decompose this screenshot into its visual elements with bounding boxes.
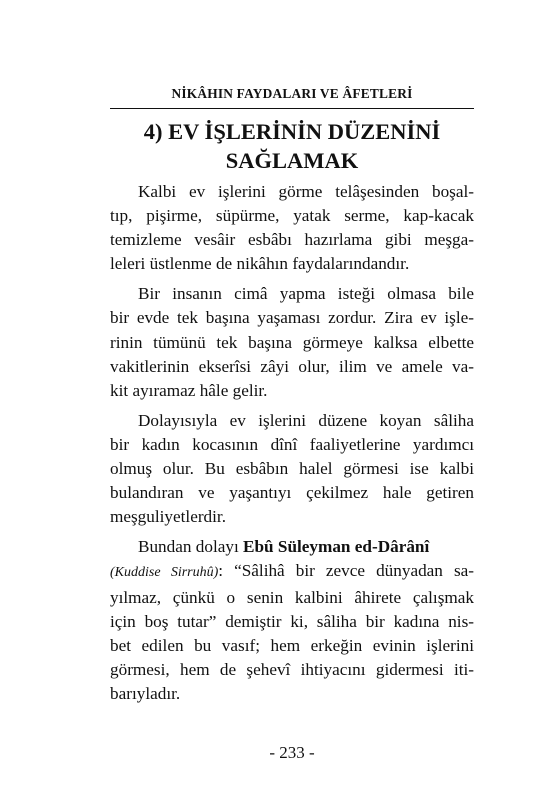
text-line: için boş tutar” demiştir ki, sâliha bir kadına nis- (110, 611, 474, 631)
body-text (110, 180, 474, 706)
page-number: - 233 - (269, 743, 315, 762)
text-line (110, 535, 474, 559)
text-line: Bir insanın cimâ yapma isteği olmasa bile (138, 284, 474, 304)
text-run: Bundan dolayı (138, 537, 244, 557)
text-line: rinin tümünü tek başına görmeye kalksa elbette (110, 332, 474, 352)
text-line: bir kadın kocasının dînî faaliyetlerine yardımcı (110, 434, 474, 454)
paragraph-2 (110, 282, 474, 402)
text-line (110, 559, 474, 585)
honorific: (Kuddise Sirruhû) (110, 565, 219, 581)
chapter-title (110, 117, 474, 175)
text-line: vakitlerinin ekserîsi zâyi olur, ilim ve amele va- (110, 356, 474, 376)
text-line: yılmaz, çünkü o senin kalbini âhirete çalışmak (110, 587, 474, 607)
paragraph-1 (110, 180, 474, 276)
chapter-title-line-2: SAĞLAMAK (225, 148, 359, 173)
text-line: temizleme vesâir esbâbı hazırlama gibi meşga- (110, 230, 474, 250)
header-rule (110, 108, 474, 109)
running-head: NİKÂHIN FAYDALARI VE ÂFETLERİ (171, 86, 413, 101)
text-line: bir evde tek başına yaşaması zordur. Zira ev işle- (110, 308, 474, 328)
text-line: bulandıran ve yaşantıyı çekilmez hale getiren (110, 483, 474, 503)
text-run: : “Sâlihâ bir zevce dünyadan sa- (218, 561, 474, 581)
paragraph-3 (110, 409, 474, 529)
text-line: tıp, pişirme, süpürme, yatak serme, kap-kacak (110, 206, 474, 226)
text-line: Kalbi ev işlerini görme telâşesinden boşal- (138, 182, 474, 201)
text-line: kit ayıramaz hâle gelir. (110, 380, 268, 400)
text-line: bet edilen bu vasıf; hem erkeğin evinin işlerini (110, 635, 474, 655)
text-line: meşguliyetlerdir. (110, 507, 226, 527)
text-line: leleri üstlenme de nikâhın faydalarındandır. (110, 254, 410, 274)
text-line: Dolayısıyla ev işlerini düzene koyan sâliha (138, 410, 474, 430)
text-line: barıyladır. (110, 683, 181, 703)
person-name: Ebû Süleyman ed-Dârânî (243, 537, 430, 557)
paragraph-4 (110, 535, 474, 706)
text-line: olmuş olur. Bu esbâbın halel görmesi ise kalbi (110, 459, 474, 479)
text-line: görmesi, hem de şehevî ihtiyacını gidermesi iti- (110, 659, 474, 679)
chapter-title-line-1: 4) EV İŞLERİNİN DÜZENİNİ (143, 119, 441, 144)
